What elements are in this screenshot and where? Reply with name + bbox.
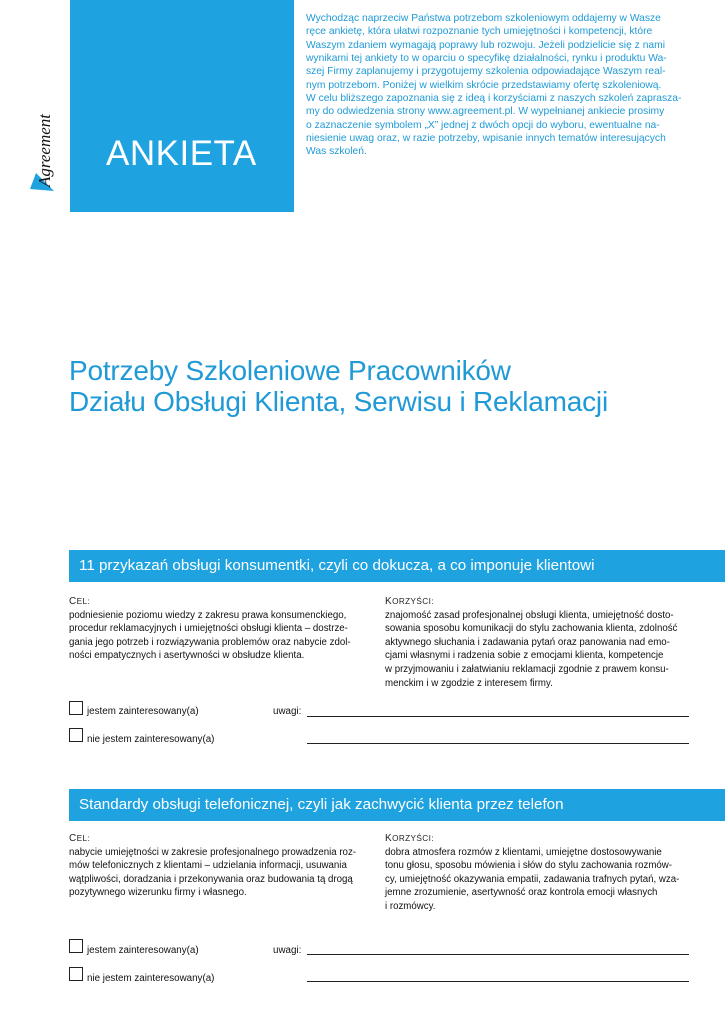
interested-label: jestem zainteresowany(a)	[87, 945, 199, 956]
benefit-label: KORZYŚCI:	[385, 833, 434, 844]
benefit-line: menckim i w zgodzie z interesem firmy.	[385, 677, 553, 689]
benefit-line: sowania sposobu komunikacji do stylu zachowania klienta, zdolność	[385, 623, 678, 635]
intro-line: niesienie uwag oraz, w razie potrzeby, wpisanie innych tematów interesujących	[306, 133, 666, 145]
intro-line: Was szkoleń.	[306, 146, 367, 158]
notes-label: uwagi:	[273, 706, 302, 717]
section-2-not-interested-checkbox[interactable]	[69, 967, 83, 981]
intro-line: ręce ankietę, która ułatwi rozpoznanie tych umiejętności i kompetencji, które	[306, 26, 653, 38]
section-2-notes-line-1[interactable]	[307, 954, 689, 955]
benefit-line: aktywnego słuchania i zadawania pytań oraz panowania nad emo-	[385, 636, 670, 648]
intro-line: Wychodząc naprzeciw Państwa potrzebom szkoleniowym oddajemy w Wasze	[306, 13, 661, 24]
benefit-line: cy, umiejętność okazywania empatii, zadawania trafnych pytań, wza-	[385, 873, 680, 885]
hero-block	[70, 0, 294, 212]
intro-line: szej Firmy zaplanujemy i przygotujemy szkolenia odpowiadające Waszym real-	[306, 66, 666, 78]
benefit-line: w przyjmowaniu i załatwianiu reklamacji zgodnie z prawem konsu-	[385, 663, 669, 675]
section-2-goal	[69, 832, 369, 900]
goal-line: ności empatycznych i asertywności w obsłudze klienta.	[69, 650, 305, 662]
not-interested-label: nie jestem zainteresowany(a)	[87, 734, 215, 745]
notes-label: uwagi:	[273, 945, 302, 956]
benefit-line: tonu głosu, sposobu mówienia i słów do stylu zachowania rozmów-	[385, 860, 673, 872]
goal-line: mów telefonicznych z klientami – udzielania informacji, usuwania	[69, 860, 347, 872]
hero-title: ANKIETA	[106, 134, 257, 173]
goal-label: CEL:	[69, 596, 91, 607]
intro-paragraph	[306, 12, 702, 159]
benefit-label: KORZYŚCI:	[385, 596, 434, 607]
section-1-title: 11 przykazań obsługi konsumentki, czyli co dokucza, a co imponuje klientowi	[69, 550, 725, 582]
headline-line-2: Działu Obsługi Klienta, Serwisu i Reklamacji	[69, 386, 608, 417]
benefit-line: znajomość zasad profesjonalnej obsługi klienta, umiejętność dosto-	[385, 609, 674, 621]
section-2-notes-line-2[interactable]	[307, 981, 689, 982]
goal-line: procedur reklamacyjnych i umiejętności obsługi klienta – dostrze-	[69, 623, 348, 635]
benefit-line: i rozmówcy.	[385, 900, 436, 912]
goal-line: nabycie umiejętności w zakresie profesjonalnego prowadzenia roz-	[69, 846, 357, 858]
intro-line: W celu bliższego zapoznania się z ideą i korzyściami z naszych szkoleń zaprasza-	[306, 93, 682, 105]
goal-line: gania jego potrzeb i rozwiązywania problemów oraz nabycie zdol-	[69, 636, 351, 648]
intro-line: o zaznaczenie symbolem „X” jednej z dwóch opcji do wyboru, ewentualne na-	[306, 119, 660, 131]
not-interested-label: nie jestem zainteresowany(a)	[87, 973, 215, 984]
section-1-notes-line-2[interactable]	[307, 743, 689, 744]
intro-line: Waszym zdaniem wymagają poprawy lub rozwoju. Jeżeli podzielicie się z nami	[306, 39, 666, 51]
section-2-title: Standardy obsługi telefonicznej, czyli jak zachwycić klienta przez telefon	[69, 789, 725, 821]
benefit-line: dobra atmosfera rozmów z klientami, umiejętne dostosowywanie	[385, 846, 662, 858]
section-1-benefits	[385, 595, 700, 690]
goal-line: podniesienie poziomu wiedzy z zakresu prawa konsumenckiego,	[69, 609, 347, 621]
intro-line: wynikami tej ankiety to w oparciu o specyfikę działalności, rynku i produktu Wa-	[306, 53, 667, 65]
section-1-notes-line-1[interactable]	[307, 716, 689, 717]
logo-text: Agreement	[35, 113, 54, 187]
section-1-goal	[69, 595, 369, 663]
agreement-logo	[20, 95, 60, 195]
interested-label: jestem zainteresowany(a)	[87, 706, 199, 717]
goal-line: pozytywnego wizerunku firmy i własnego.	[69, 887, 247, 899]
goal-line: wątpliwości, doradzania i przekonywania oraz budowania tą drogą	[69, 873, 353, 885]
benefit-line: cjami własnymi i radzenia sobie z emocjami klienta, kompetencje	[385, 650, 664, 662]
section-2-interested-checkbox[interactable]	[69, 939, 83, 953]
goal-label: CEL:	[69, 833, 91, 844]
headline-line-1: Potrzeby Szkoleniowe Pracowników	[69, 355, 511, 386]
section-2-benefits	[385, 832, 700, 914]
benefit-line: jemne zrozumienie, asertywność oraz kontrola emocji własnych	[385, 887, 658, 899]
section-1-interested-checkbox[interactable]	[69, 701, 83, 715]
intro-line: nym potrzebom. Poniżej w wielkim skrócie przedstawiamy ofertę szkoleniową.	[306, 79, 662, 91]
page-headline	[69, 355, 608, 417]
section-1-not-interested-checkbox[interactable]	[69, 728, 83, 742]
intro-line: my do odwiedzenia strony www.agreement.pl. W wypełnianej ankiecie prosimy	[306, 106, 665, 118]
